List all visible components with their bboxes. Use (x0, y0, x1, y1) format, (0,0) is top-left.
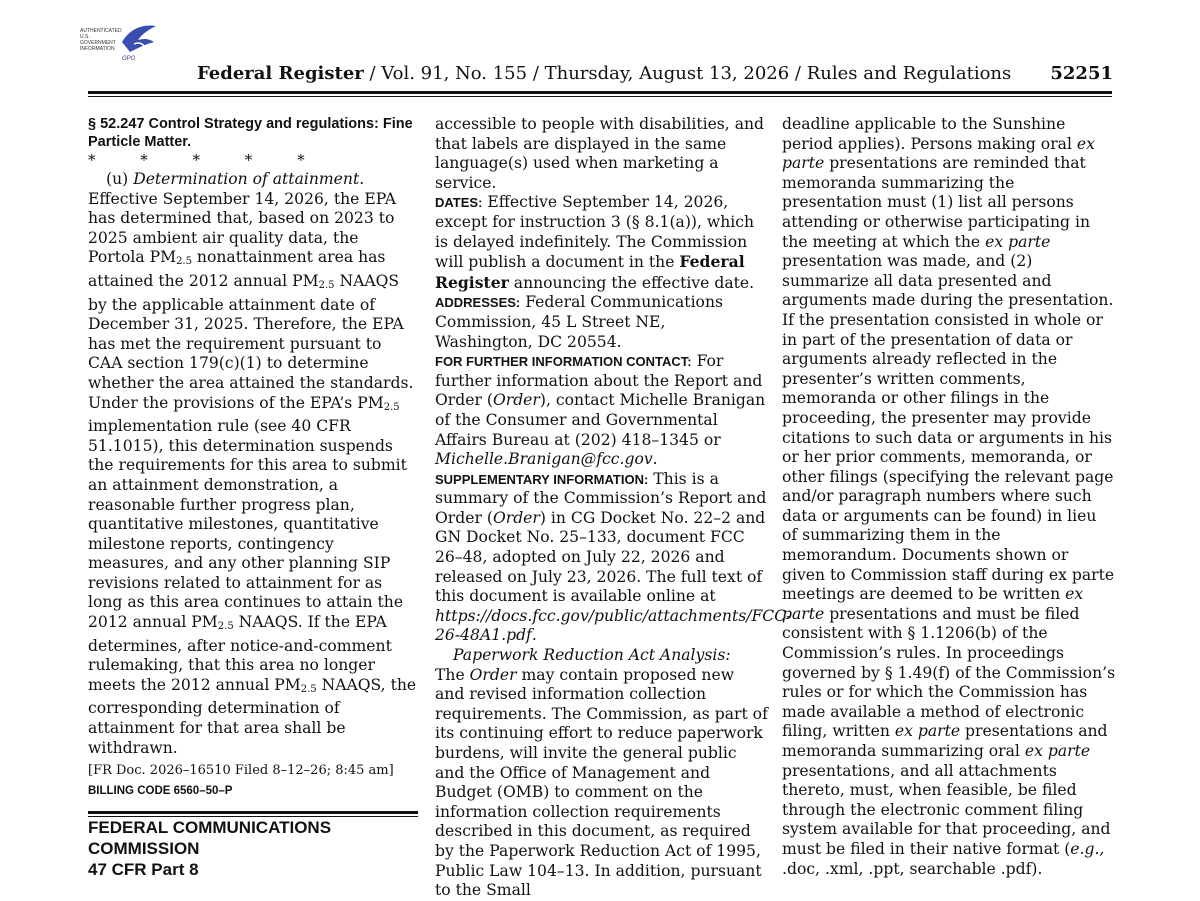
body-text: presentations and must be filed consistent with § 1.1206(b) of the Commission’s rules. In proceedings governed by § 1.49(f) of the Commission’s rules or for which the Commission has made available a method of electronic filing, written (782, 604, 1116, 741)
ex-parte-term: ex parte (782, 585, 1084, 623)
supplementary-label: SUPPLEMENTARY INFORMATION: (435, 471, 649, 487)
billing-code: BILLING CODE 6560–50–P (88, 785, 233, 798)
body-text: The (435, 665, 470, 684)
header-rule-thin (88, 96, 1112, 97)
supplementary-paragraph (435, 469, 792, 646)
body-text: Federal Communications Commission, 45 L Street NE, Washington, DC 20554. (435, 293, 723, 351)
body-text: .doc, .xml, .ppt, searchable .pdf). (782, 859, 1043, 878)
order-ref: Order (492, 508, 540, 527)
order-ref: Order (492, 391, 540, 410)
document-url[interactable]: https://docs.fcc.gov/public/attachments/FCC-26-48A1.pdf (435, 606, 792, 645)
contact-label: FOR FURTHER INFORMATION CONTACT: (435, 354, 692, 370)
pm-subscript: 2.5 (318, 279, 335, 291)
body-text: ) in CG Docket No. 22–2 and GN Docket No. 25–133, document FCC 26–48, adopted on July 22, 2026 and released on July 23, 2026. The full text of this document is available online at (435, 508, 766, 606)
addresses-paragraph (435, 293, 768, 352)
dates-paragraph (435, 193, 768, 293)
body-text: announcing the effective date. (508, 273, 755, 292)
pra-title: Paperwork Reduction Act Analysis: (453, 646, 731, 665)
contact-paragraph (435, 352, 768, 470)
addresses-label: ADDRESSES: (435, 295, 521, 311)
ex-parte-term: ex parte (1024, 742, 1091, 760)
section-name: Rules and Regulations (806, 63, 1012, 84)
contact-email[interactable]: Michelle.Branigan@fcc.gov (435, 450, 653, 469)
pm-subscript: 2.5 (217, 621, 234, 633)
gpo-logo (80, 22, 180, 68)
ex-parte-term: ex parte (782, 134, 1095, 173)
paragraph-label: (u) (106, 170, 129, 188)
body-text: . (531, 626, 537, 645)
section-heading: § 52.247 Control Strategy and regulations: Fine Particle Matter. (88, 116, 413, 150)
body-text: Effective September 14, 2026, except for instruction 3 (§ 8.1(a)), which is delayed indefinitely. The Commission will publish a document in the (435, 193, 755, 272)
body-text: nonattainment area has attained the 2012 annual PM (88, 248, 386, 290)
body-text: Effective September 14, 2026, the EPA has determined that, based on 2023 to 2025 ambient air quality data, the Portola PM (88, 189, 397, 267)
issue-date: Thursday, August 13, 2026 (544, 63, 790, 84)
body-text: deadline applicable to the Sunshine period applies). Persons making oral (782, 115, 1077, 153)
body-text: presentations and memoranda summarizing oral (782, 722, 1108, 760)
dates-label: DATES: (435, 195, 483, 211)
body-text: . (652, 450, 658, 469)
column-1 (88, 115, 418, 880)
ex-parte-paragraph (782, 115, 1116, 879)
pm-subscript: 2.5 (300, 683, 317, 695)
pm-subscript: 2.5 (176, 256, 192, 268)
body-text: NAAQS by the applicable attainment date of December 31, 2025. Therefore, the EPA has met the requirement pursuant to CAA section 179(c)(1) to determine whether the area attained the standards. Under the provisions of the EPA’s PM (88, 271, 414, 412)
body-text: presentation was made, and (2) summarize all data presented and arguments made during the presentation. If the presentation consisted in whole or in part of the presentation of data or arguments already reflected in the presenter’s written comments, memoranda or other filings in the proceeding, the presenter may provide citations to such data or arguments in his or her prior comments, memoranda, or other filings (specifying the relevant page and/or paragraph numbers where such data or arguments can be found) in lieu of summarizing them in the memorandum. Documents shown or given to Commission staff during ex parte meetings are deemed to be written (782, 252, 1115, 604)
federal-register-ref: Federal Register (435, 252, 745, 292)
agency-name: FEDERAL COMMUNICATIONS COMMISSION (88, 818, 332, 859)
paragraph-title: Determination of attainment. (133, 170, 365, 188)
body-text: ), contact Michelle Branigan of the Consumer and Governmental Affairs Bureau at (202) 418–1345 or (435, 391, 766, 449)
issue-info: Vol. 91, No. 155 (381, 63, 528, 84)
logo-text: AUTHENTICATED U.S. GOVERNMENT INFORMATION (80, 28, 122, 52)
pra-paragraph (435, 666, 768, 901)
body-text: presentations, and all attachments thereto, must, when feasible, be filed through the electronic comment filing system available for that proceeding, and must be filed in their native format ( (782, 761, 1111, 858)
header-rule (88, 91, 1112, 94)
body-text: For further information about the Report and Order ( (435, 352, 763, 410)
ex-parte-term: ex parte (894, 722, 961, 741)
pra-heading (435, 646, 768, 666)
body-text: NAAQS. If the EPA determines, after notice-and-comment rulemaking, that this area no longer meets the 2012 annual PM (88, 613, 392, 694)
column-2 (435, 115, 792, 901)
page-number: 52251 (1050, 63, 1113, 84)
logo-mark: GPO (122, 56, 136, 62)
body-text: This is a summary of the Commission’s Report and Order ( (435, 469, 767, 527)
fr-doc-line: [FR Doc. 2026–16510 Filed 8–12–26; 8:45 am] (88, 763, 394, 779)
continued-paragraph: accessible to people with disabilities, and that labels are displayed in the same language(s) used when marketing a service. (435, 115, 765, 192)
omission-stars: * * * * * (88, 151, 325, 169)
order-ref: Order (469, 665, 517, 684)
eg-term: e.g., (1070, 839, 1105, 858)
body-text: NAAQS, the corresponding determination of attainment for that area shall be withdrawn. (88, 675, 417, 757)
ex-parte-term: ex parte (985, 232, 1051, 251)
cfr-part: 47 CFR Part 8 (88, 860, 199, 880)
eagle-icon (120, 22, 160, 58)
page-header: Federal Register / Vol. 91, No. 155 / Thursday, August 13, 2026 / Rules and Regulations 52251 (197, 63, 1113, 84)
column-3 (782, 115, 1116, 879)
body-text: may contain proposed new and revised information collection requirements. The Commission, as part of its continuing effort to reduce paperwork burdens, will invite the general public and the Office of Management and Budget (OMB) to comment on the information collection requirements described in this document, as required by the Paperwork Reduction Act of 1995, Public Law 104–13. In addition, pursuant to the Small (435, 665, 768, 900)
publication-title: Federal Register (197, 63, 364, 84)
separator-rule (88, 811, 418, 814)
paragraph-u (88, 170, 418, 758)
body-text: presentations are reminded that memoranda summarizing the presentation must (1) list all persons attending or otherwise participating in the meeting at which the (782, 154, 1091, 251)
pm-subscript: 2.5 (383, 401, 400, 413)
body-text: implementation rule (see 40 CFR 51.1015), this determination suspends the requirements for this area to submit an attainment demonstration, a reasonable further progress plan, quantitative milestones, quantitative milestone reports, contingency measures, and any other planning SIP revisions related to attainment for as long as this area continues to attain the 2012 annual PM (88, 417, 407, 632)
